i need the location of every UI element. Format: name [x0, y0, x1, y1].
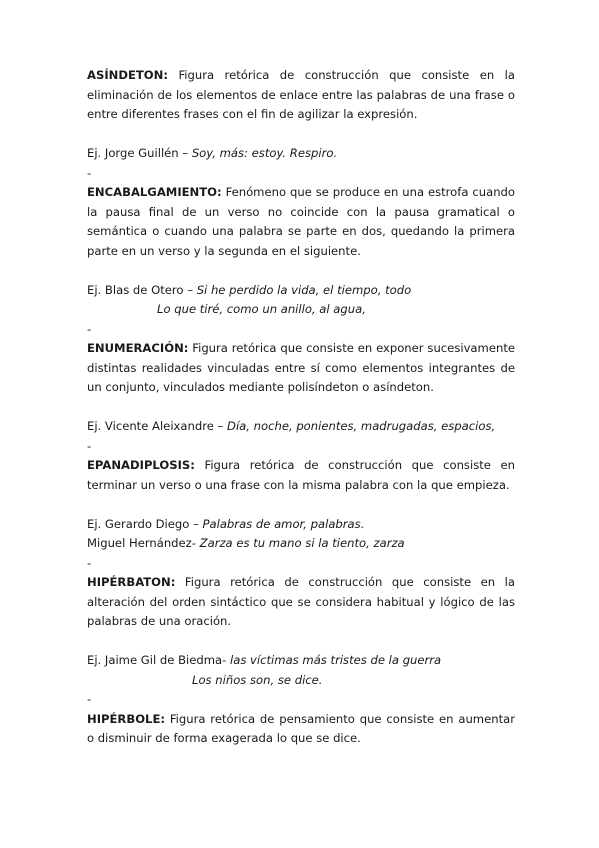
definition-hiperbaton [87, 573, 515, 632]
example-asindeton [87, 144, 515, 164]
example-quote: Palabras de amor, palabras. [202, 516, 365, 531]
example-hiperbaton [87, 651, 515, 671]
separator: - [87, 321, 92, 336]
definition-hiperbole [87, 710, 515, 749]
spacer [87, 261, 515, 281]
definition-text: Fenómeno que se produce en una estrofa cuando la pausa final de un verso no coincide con la pausa gramatical o semántica o cuando una palabra se parte en dos, quedando la primera parte en un verso y la segunda en el siguiente. [87, 185, 515, 258]
term-label: HIPÉRBATON: [87, 575, 176, 589]
example-continuation: Lo que tiré, como un anillo, al agua, [157, 302, 366, 316]
separator: - [87, 438, 92, 453]
separator: - [87, 165, 92, 180]
definition-text: Figura retórica de pensamiento que consiste en aumentar o disminuir de forma exagerada lo que se dice. [87, 711, 515, 745]
definition-text: Figura retórica de construcción que consiste en la eliminación de los elementos de enlace entre las palabras de una frase o entre diferentes frases con el fin de agilizar la expresión. [87, 68, 515, 121]
example-quote: Zarza es tu mano si la tiento, zarza [199, 536, 405, 550]
example-quote: Día, noche, ponientes, madrugadas, espacios, [227, 419, 496, 433]
example-epanadiplosis-2 [87, 534, 515, 554]
example-enumeracion [87, 417, 515, 437]
example-author: Ej. Jorge Guillén – [87, 146, 192, 160]
term-label: ENCABALGAMIENTO: [87, 185, 222, 199]
example-author: Ej. Gerardo Diego – [87, 516, 203, 531]
term-label: ENUMERACIÓN: [87, 341, 189, 355]
definition-text: Figura retórica de construcción que consiste en terminar un verso o una frase con la misma palabra con la que empieza. [87, 458, 515, 492]
definition-text: Figura retórica que consiste en exponer sucesivamente distintas realidades vinculadas entre sí como elementos integrantes de un conjunto, vinculados mediante polisíndeton o asíndeton. [87, 341, 515, 394]
example-epanadiplosis [87, 515, 515, 535]
example-encabalgamiento [87, 281, 515, 301]
example-quote: Soy, más: estoy. Respiro. [191, 146, 338, 160]
example-author: Ej. Jaime Gil de Biedma- [87, 653, 230, 667]
example-author: Ej. Vicente Aleixandre – [87, 419, 228, 433]
document-body [87, 66, 515, 749]
definition-text: Figura retórica de construcción que consiste en la alteración del orden sintáctico que se considera habitual y lógico de las palabras de una oración. [87, 575, 515, 628]
example-author: Miguel Hernández- [87, 536, 200, 550]
term-label: EPANADIPLOSIS: [87, 458, 195, 472]
example-quote: Si he perdido la vida, el tiempo, todo [196, 282, 412, 297]
example-quote: las víctimas más tristes de la guerra [230, 653, 442, 667]
separator: - [87, 555, 92, 570]
separator: - [87, 692, 92, 706]
term-label: ASÍNDETON: [87, 68, 168, 82]
example-continuation: Los niños son, se dice. [192, 672, 323, 687]
definition-asindeton [87, 66, 515, 125]
spacer [87, 398, 515, 418]
term-label: HIPÉRBOLE: [87, 711, 165, 726]
spacer [87, 632, 515, 652]
definition-encabalgamiento [87, 183, 515, 261]
example-author: Ej. Blas de Otero – [87, 282, 197, 297]
spacer [87, 495, 515, 515]
definition-enumeracion [87, 339, 515, 398]
definition-epanadiplosis [87, 456, 515, 495]
spacer [87, 125, 515, 145]
